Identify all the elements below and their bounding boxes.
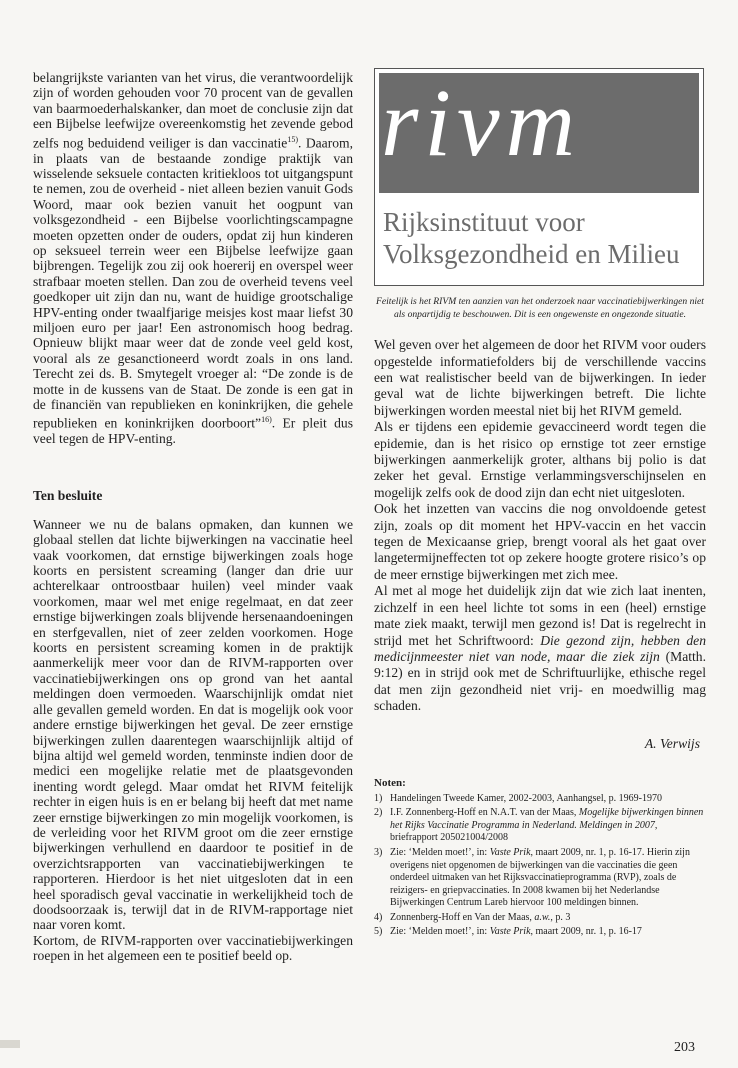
- logo-wordmark: rivm: [381, 69, 581, 176]
- notes-list: [374, 793, 706, 940]
- right-column: [374, 68, 706, 941]
- body-paragraph: belangrijkste varianten van het virus, die verantwoordelijk zijn of worden gehouden voor 70 procent van de gevallen van baarmoederhalskanker, dan moet de conclusie zijn dat een Bijbelse leefwijze overeenkomstig het zevende gebod zelfs nog beduidend veiliger is dan vaccinatie$^{15)}$. Daarom, in plaats van de bestaande zondige praktijk van wisselende seksuele contacten kritiekloos tot uitgangspunt te nemen, zou de overheid - niet alleen bezien vanuit Gods Woord, maar ook bezien vanuit het oogpunt van volksgezondheid - een Bijbelse voorlichtingscampagne moeten opzetten onder de ouders, opdat zij hun kinderen op seksueel terrein weer een Bijbelse leefwijze gaan bijbrengen. Tegelijk zou zij ook hoererij en overspel weer strafbaar moeten stellen. Dan zou de overheid tevens veel goedkoper uit zijn dan nu, want de huidige grootschalige HPV-enting onder twaalfjarige meisjes kost maar liefst 30 miljoen euro per jaar! Een astronomisch hoog bedrag. Opnieuw blijkt maar weer dat de zonde veel geld kost, vooral als ze gesanctioneerd wordt zoals in ons land. Terecht zei ds. B. Smytegelt vroeger al: “De zonde is de motte in de kussens van de Staat. De zonde is een gat in de financiën van republieken en koninkrijken, die gehele republieken en koninkrijken doorboort”$^{16)}$. Er pleit dus veel tegen de HPV-enting.: [33, 70, 354, 447]
- left-column: [33, 70, 353, 964]
- note-item: 5) Zie: ‘Melden moet!’, in: Vaste Prik, maart 2009, nr. 1, p. 16-17: [374, 926, 642, 938]
- logo-line-1: Rijksinstituut voor: [383, 207, 585, 237]
- note-item: 2) I.F. Zonnenberg-Hoff en N.A.T. van der Maas, Mogelijke bijwerkingen binnen het Rijks Vaccinatie Programma in Nederland. Meldingen in 2007, briefrapport 205021004/2008: [374, 807, 704, 844]
- note-item: 1) Handelingen Tweede Kamer, 2002-2003, Aanhangsel, p. 1969-1970: [374, 792, 662, 804]
- body-paragraph: Ook het inzetten van vaccins die nog onvoldoende getest zijn, zoals op dit moment het HPV-vaccin en het vaccin tegen de Mexicaanse griep, brengt vooral als het gaat over langetermijneffecten tot op zekere hoogte grotere risico’s op de meer ernstige bijwerkingen met zich mee.: [374, 501, 706, 582]
- body-paragraph: Kortom, de RIVM-rapporten over vaccinatiebijwerkingen roepen in het algemeen een te positief beeld op.: [33, 932, 353, 964]
- logo-line-2: Volksgezondheid en Milieu: [383, 239, 680, 269]
- section-heading: Ten besluite: [33, 487, 103, 503]
- author-name: A. Verwijs: [644, 735, 700, 751]
- page-number: 203: [674, 1040, 695, 1055]
- scripture-quote: Die gezond zijn, hebben den medicijnmeester niet van node, maar die ziek zijn: [374, 632, 706, 664]
- body-paragraph: Wel geven over het algemeen de door het RIVM voor ouders opgestelde informatiefolders bij de verschillende vaccins een wat realistischer beeld van de bijwerkingen. In ieder geval wat de lichte bijwerkingen betreft. Die lichte bijwerkingen worden meestal niet bij het RIVM gemeld.: [374, 337, 706, 418]
- note-item: 3) Zie: ‘Melden moet!’, in: Vaste Prik, maart 2009, nr. 1, p. 16-17. Hierin zijn overigens niet opgenomen de bijwerkingen van die vaccinaties die geen onderdeel uitmaken van het Rijksvaccinatieprogramma (RVP), zoals de reizigers- en griepvaccinaties. In 2008 kwamen bij het Nederlandse Bijwerkingen Centrum Lareb hiervoor 100 meldingen binnen.: [374, 846, 690, 909]
- page-edge-mark: [0, 1040, 20, 1048]
- body-paragraph: Al met al moge het duidelijk zijn dat wie zich laat inenten, zichzelf in een heel lichte tot soms in een (heel) ernstige mate ziek maakt, terwijl men gezond is! Dat is regelrecht in strijd met het Schriftwoord: Die gezond zijn, hebben den medicijnmeester niet van node, maar die ziek zijn (Matth. 9:12) en in strijd ook met de Schriftuurlijke, ethische regel dat men zijn gezondheid niet vrij- en moedwillig mag schaden.: [374, 583, 707, 714]
- image-caption: Feitelijk is het RIVM ten aanzien van het onderzoek naar vaccinatiebijwerkingen niet als onpartijdig te beschouwen. Dit is een ongewenste en ongezonde situatie.: [376, 296, 704, 320]
- logo-name-band: [375, 193, 703, 283]
- notes-heading: Noten:: [374, 776, 406, 789]
- body-paragraph: Als er tijdens een epidemie gevaccineerd wordt tegen die epidemie, dan is het risico op ernstige tot zeer ernstige bijwerkingen aanmerkelijk groter, althans bij polio is dat zeker het geval. Ernstige verlammingsverschijnselen en mogelijk zelfs ook de dood zijn dan echt niet uitgesloten.: [374, 419, 706, 500]
- rivm-logo-image: [374, 68, 704, 286]
- note-item: 4) Zonnenberg-Hoff en Van der Maas, a.w., p. 3: [374, 911, 571, 923]
- footnote-ref-16: 16): [261, 415, 272, 425]
- footnote-ref-15: 15): [287, 134, 299, 144]
- body-paragraph: Wanneer we nu de balans opmaken, dan kunnen we globaal stellen dat lichte bijwerkingen na vaccinatie heel vaak voorkomen, dat ernstige bijwerkingen zoals hoge koorts en persistent screaming (langer dan drie uur achterelkaar ontroostbaar huilen) veel minder vaak voorkomen, maar wel met enige regelmaat, en dat zeer ernstige bijwerkingen zoals blijvende hersenaandoeningen en sterfgevallen, niet of zeer zelden voorkomen. Hoge koorts en persistent screaming komen in de praktijk aanmerkelijk meer voor dan de RIVM-rapporten over vaccinatiebijwerkingen ons op grond van het aantal meldingen doen vermoeden. Waarschijnlijk omdat niet alle gevallen gemeld worden. En dat is mogelijk ook voor andere ernstige bijwerkingen het geval. De zeer ernstige bijwerkingen zullen daarentegen waarschijnlijk altijd of bijna altijd wel gemeld worden, tenminste indien door de medici een mogelijke relatie met de plaatsgevonden inenting wordt gelegd. Maar omdat het RIVM feitelijk rechter in eigen huis is en er belang bij heeft dat met name zeer ernstige bijwerkingen zo min mogelijk voorkomen, is de verleiding voor het RIVM groot om die zeer ernstige bijwerkingen verhullend en daardoor te positief in de overzichtsrapporten van vaccinatiebijwerkingen te rapporteren. Hierdoor is het niet uitgesloten dat in een heel sporadisch geval vaccinatie in werkelijkheid toch de doodsoorzaak is, terwijl dat in de RIVM-rapportage niet naar voren komt.: [33, 516, 353, 933]
